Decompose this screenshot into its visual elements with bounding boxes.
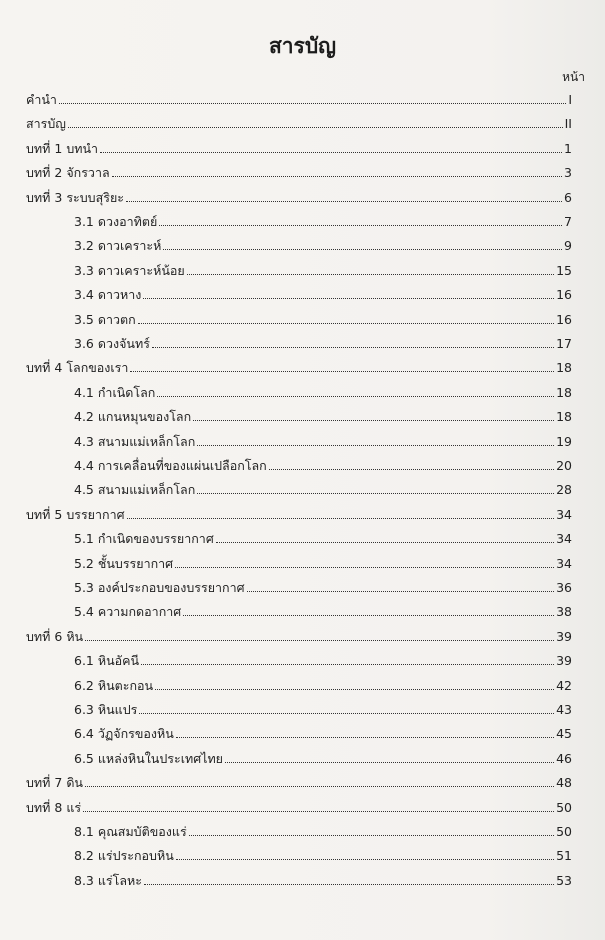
dot-leader	[175, 567, 554, 568]
toc-entry-label: บทที่ 6 หิน	[26, 628, 84, 644]
toc-entry	[26, 358, 572, 376]
toc-entry-page: 53	[556, 872, 572, 888]
dot-leader	[83, 811, 554, 812]
toc-entry-label: 3.6 ดวงจันทร์	[74, 336, 150, 351]
dot-leader	[187, 274, 554, 275]
toc-entry-page: 18	[556, 360, 572, 376]
dot-leader	[155, 689, 554, 690]
toc-entry	[74, 871, 572, 889]
toc-entry-page: 15	[556, 262, 572, 278]
toc-entry-label: บทที่ 3 ระบบสุริยะ	[26, 189, 124, 205]
toc-entry-page: II	[564, 116, 572, 132]
toc-entry-page: 43	[556, 702, 572, 717]
dot-leader	[183, 615, 554, 616]
dot-leader	[68, 127, 563, 128]
toc-entry-label: 6.5 แหล่งหินในประเทศไทย	[74, 750, 224, 766]
dot-leader	[225, 762, 554, 763]
toc-entry-label: 3.1 ดวงอาทิตย์	[74, 214, 158, 229]
toc-entry	[74, 310, 572, 328]
dot-leader	[126, 201, 562, 202]
toc-entry-label: 3.3 ดาวเคราะห์น้อย	[74, 262, 185, 278]
toc-entry-page: 50	[556, 824, 572, 839]
toc-entry-label: 3.2 ดาวเคราะห์	[74, 238, 162, 254]
toc-entry-label: 4.2 แกนหมุนของโลก	[74, 409, 192, 425]
dot-leader	[85, 640, 554, 641]
toc-entry	[26, 114, 572, 132]
toc-entry-label: 8.3 แร่โลหะ	[74, 872, 142, 888]
toc-entry-page: 18	[556, 384, 572, 400]
toc-entry	[74, 407, 572, 425]
dot-leader	[85, 786, 554, 787]
dot-leader	[189, 835, 554, 836]
toc-entry-page: I	[568, 92, 572, 107]
page-title: สารบัญ	[268, 34, 337, 58]
toc-entry	[74, 554, 572, 572]
dot-leader	[176, 859, 554, 860]
toc-entry-label: บทที่ 2 จักรวาล	[26, 165, 110, 181]
dot-leader	[138, 323, 554, 324]
toc-entry	[26, 627, 572, 645]
dot-leader	[130, 371, 554, 372]
toc-entry-label: 4.3 สนามแม่เหล็กโลก	[74, 433, 196, 449]
toc-entry-label: 5.2 ชั้นบรรยากาศ	[74, 555, 174, 571]
toc-entry	[74, 724, 572, 742]
toc-entry-page: 34	[556, 506, 572, 522]
toc-entry-page: 16	[556, 287, 572, 303]
toc-entry	[74, 432, 572, 450]
toc-entry-page: 39	[556, 653, 572, 669]
toc-entry	[74, 822, 572, 840]
dot-leader	[157, 396, 554, 397]
dot-leader	[152, 347, 554, 348]
toc-entry-page: 42	[556, 677, 572, 693]
toc-entry	[74, 480, 572, 498]
toc-entry-page: 28	[556, 482, 572, 498]
dot-leader	[143, 298, 554, 299]
dot-leader	[216, 542, 554, 543]
toc-entry-label: 6.1 หินอัคนี	[74, 653, 140, 669]
dot-leader	[247, 591, 555, 592]
dot-leader	[193, 420, 554, 421]
toc-entry	[26, 163, 572, 181]
toc-entry	[26, 90, 572, 108]
toc-entry-label: 3.4 ดาวหาง	[74, 287, 142, 303]
toc-entry-label: 4.5 สนามแม่เหล็กโลก	[74, 482, 196, 498]
dot-leader	[197, 493, 554, 494]
dot-leader	[144, 884, 554, 885]
toc-entry	[74, 212, 572, 230]
toc-entry-label: 8.1 คุณสมบัติของแร่	[74, 824, 187, 839]
toc-entry-page: 36	[556, 580, 572, 595]
toc-entry-page: 39	[556, 628, 572, 644]
toc-entry-label: 6.3 หินแปร	[74, 702, 138, 717]
toc-entry-page: 6	[564, 189, 572, 205]
toc-entry-page: 18	[556, 409, 572, 425]
toc-entry	[26, 798, 572, 816]
toc-entry	[74, 236, 572, 254]
dot-leader	[159, 225, 562, 226]
dot-leader	[59, 103, 566, 104]
toc-entry-label: 8.2 แร่ประกอบหิน	[74, 848, 174, 864]
toc-entry-label: 3.5 ดาวตก	[74, 311, 136, 327]
dot-leader	[269, 469, 554, 470]
toc-entry-label: บทที่ 8 แร่	[26, 799, 82, 815]
page-column-label: หน้า	[562, 70, 585, 84]
toc-entry	[74, 285, 572, 303]
toc-entry-label: 4.1 กำเนิดโลก	[74, 384, 156, 400]
toc-entry	[26, 505, 572, 523]
dot-leader	[112, 176, 562, 177]
toc-entry-page: 38	[556, 604, 572, 620]
toc-entry	[74, 334, 572, 352]
dot-leader	[139, 713, 554, 714]
toc-entry-label: บทที่ 5 บรรยากาศ	[26, 506, 125, 522]
toc-entry-page: 45	[556, 726, 572, 742]
dot-leader	[176, 737, 554, 738]
toc-entry-page: 7	[564, 214, 572, 229]
toc-entry	[74, 529, 572, 547]
dot-leader	[197, 445, 554, 446]
toc-entry	[74, 261, 572, 279]
toc-entry	[74, 749, 572, 767]
toc-entry-label: คำนำ	[26, 92, 57, 107]
toc-entry-page: 34	[556, 531, 572, 547]
toc-entry-page: 51	[556, 848, 572, 864]
dot-leader	[100, 152, 562, 153]
toc-entry-label: 4.4 การเคลื่อนที่ของแผ่นเปลือกโลก	[74, 458, 267, 473]
toc-entry-label: 5.3 องค์ประกอบของบรรยากาศ	[74, 580, 245, 595]
dot-leader	[163, 249, 562, 250]
toc-entry	[74, 676, 572, 694]
toc-entry-label: 5.4 ความกดอากาศ	[74, 604, 182, 620]
toc-entry	[74, 846, 572, 864]
toc-entry-label: สารบัญ	[26, 116, 66, 132]
toc-entry-page: 19	[556, 433, 572, 449]
dot-leader	[141, 664, 554, 665]
dot-leader	[127, 518, 555, 519]
toc-entry	[74, 456, 572, 474]
toc-entry	[74, 383, 572, 401]
toc-entry-label: บทที่ 1 บทนำ	[26, 140, 99, 156]
toc-entry-label: 6.4 วัฏจักรของหิน	[74, 726, 174, 742]
toc-entry	[26, 188, 572, 206]
toc-entry-page: 34	[556, 555, 572, 571]
toc-entry-page: 1	[564, 140, 572, 156]
toc-entry-page: 50	[556, 799, 572, 815]
toc-entry-page: 9	[564, 238, 572, 254]
toc-entry-label: บทที่ 4 โลกของเรา	[26, 360, 129, 376]
toc-entry-page: 20	[556, 458, 572, 473]
toc-entry	[74, 700, 572, 718]
toc-entry-page: 3	[564, 165, 572, 181]
toc-entry-label: 5.1 กำเนิดของบรรยากาศ	[74, 531, 214, 547]
toc-entry	[74, 578, 572, 596]
toc-entry-page: 48	[556, 775, 572, 791]
toc-entry	[26, 139, 572, 157]
toc-entry-label: 6.2 หินตะกอน	[74, 677, 154, 693]
toc-entry	[74, 602, 572, 620]
toc-entry	[74, 651, 572, 669]
toc-entry-label: บทที่ 7 ดิน	[26, 775, 83, 791]
toc-entry-page: 46	[556, 750, 572, 766]
toc-entry-page: 16	[556, 311, 572, 327]
toc-entry	[26, 773, 572, 791]
toc-entry-page: 17	[556, 336, 572, 351]
